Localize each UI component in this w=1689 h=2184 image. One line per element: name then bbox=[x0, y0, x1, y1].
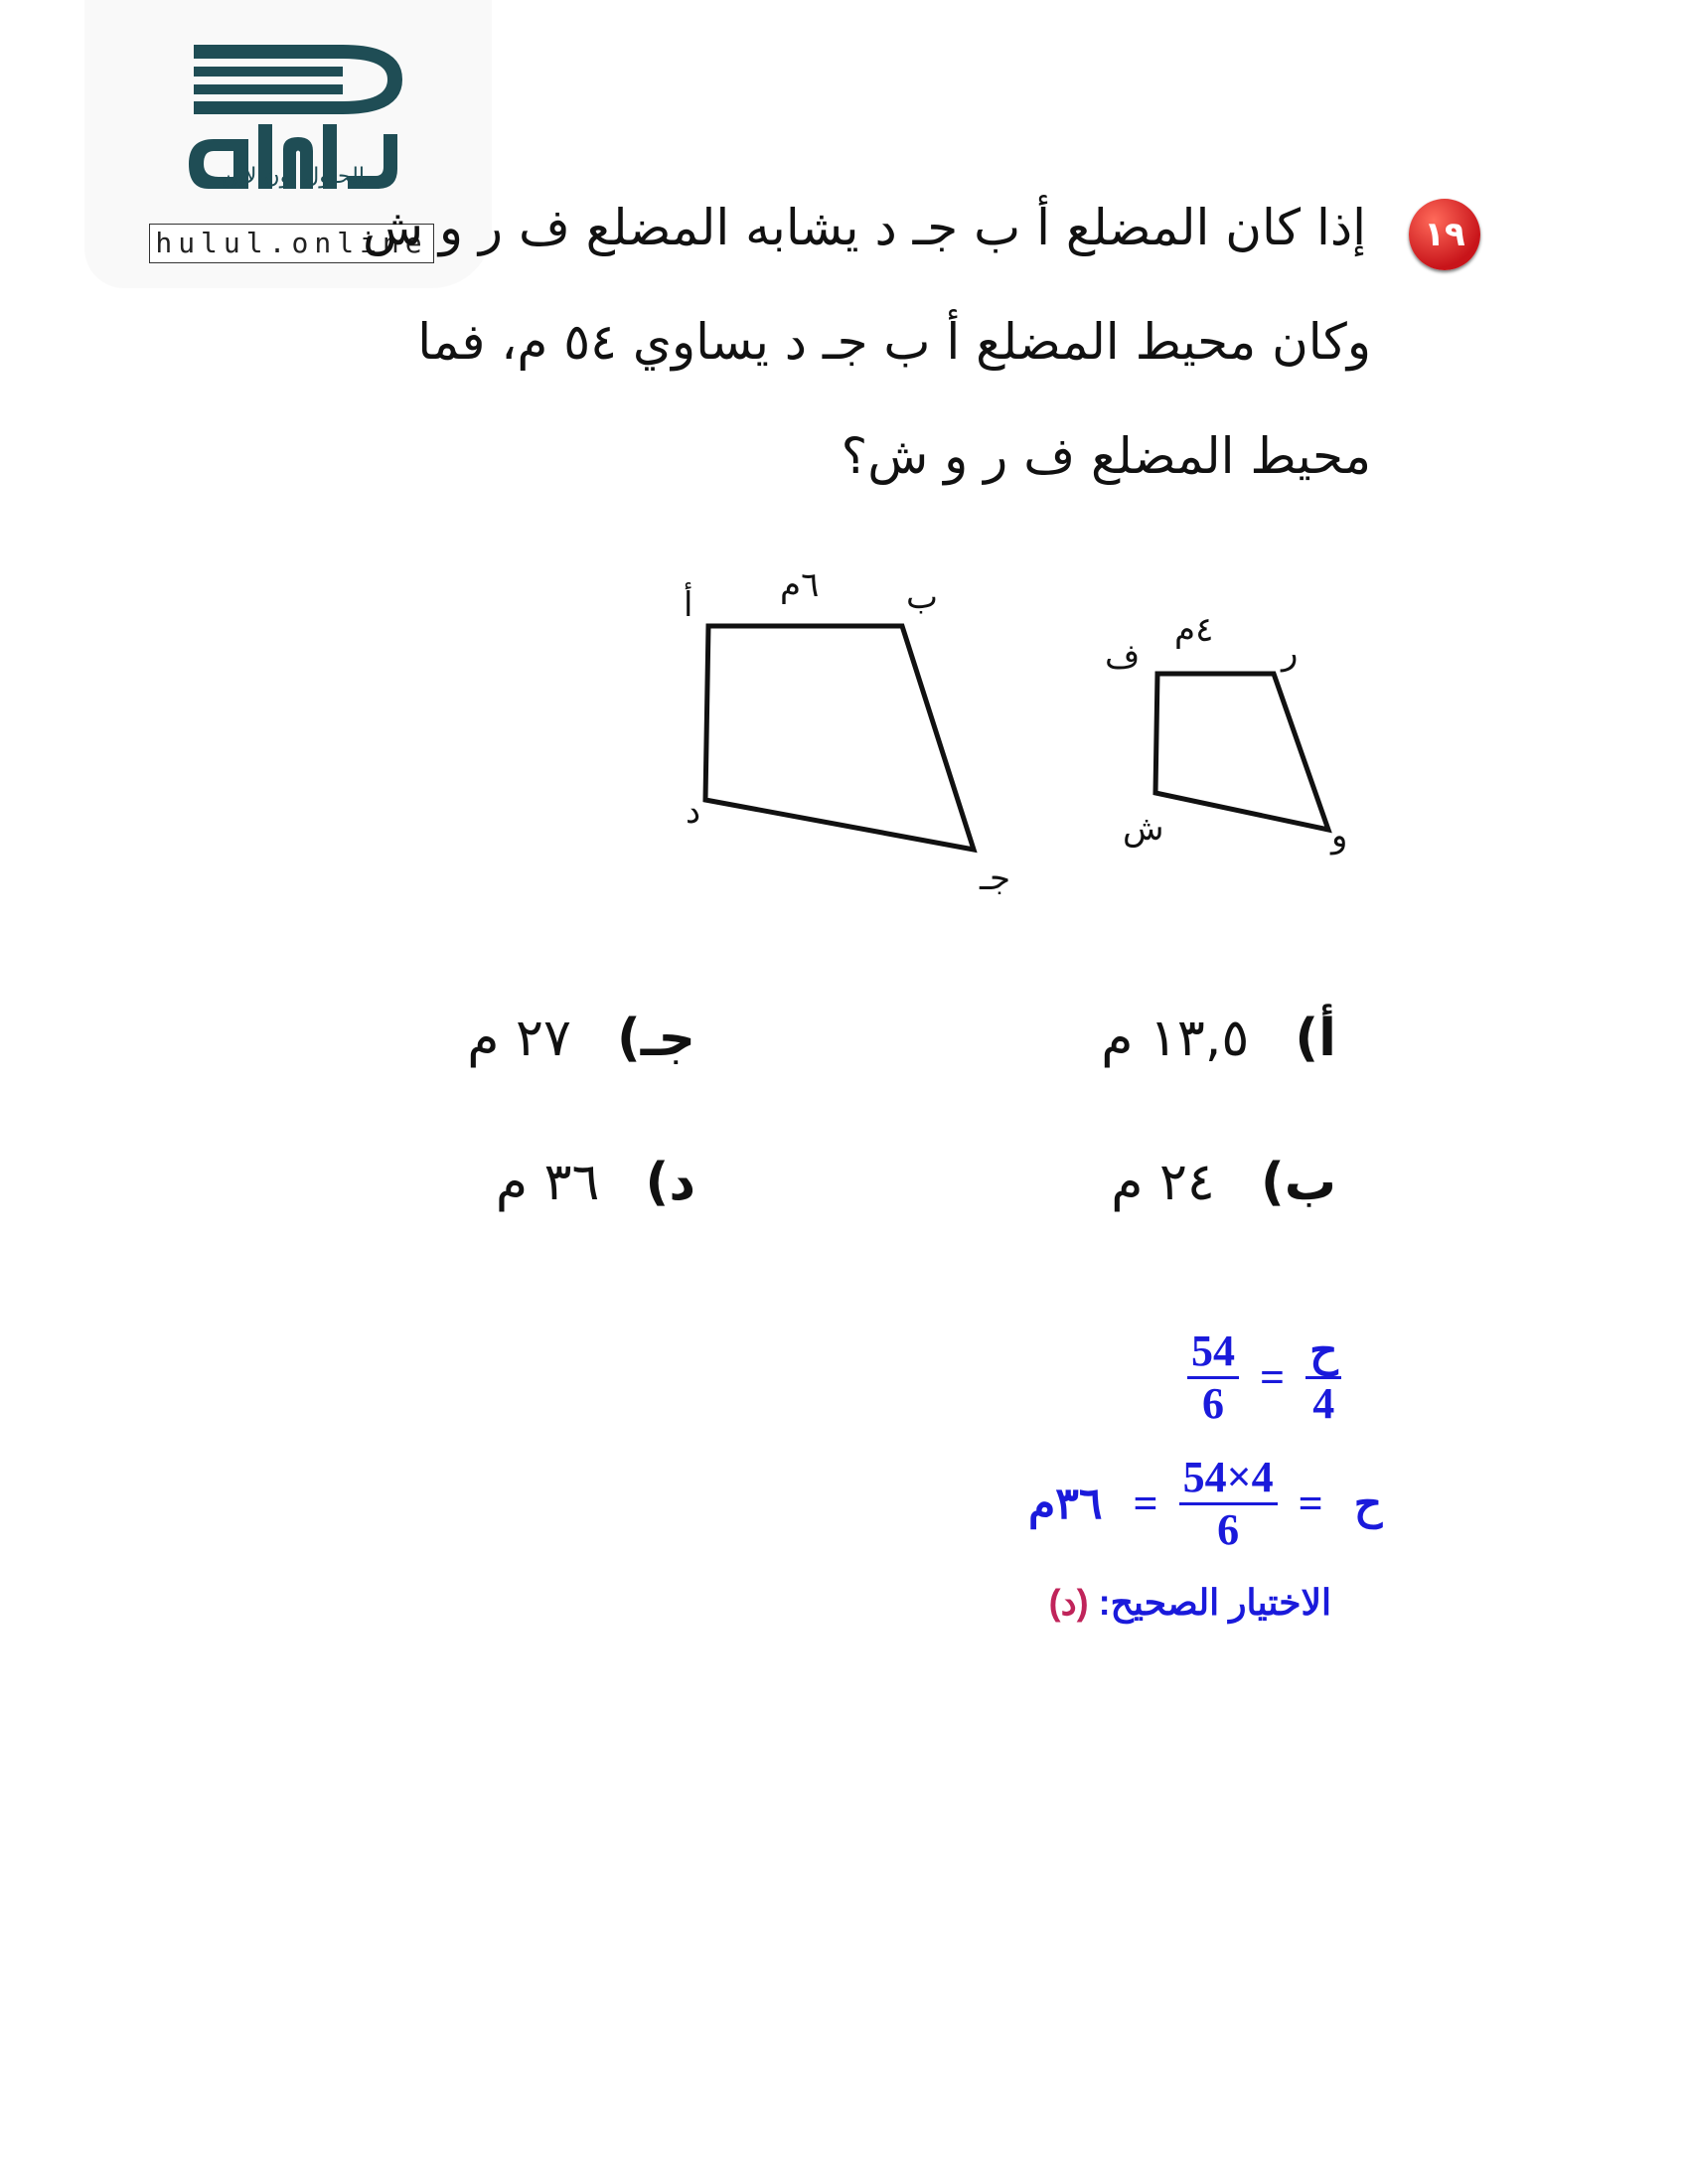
choice-c[interactable] bbox=[467, 1009, 695, 1068]
similar-polygons-figure bbox=[646, 556, 1401, 914]
question-line-3: محيط المضلع ف ر و ش؟ bbox=[841, 427, 1371, 485]
polygon-abcd bbox=[705, 626, 974, 850]
vertex-a-label: أ bbox=[684, 585, 693, 625]
correct-answer-label: الاختيار الصحيح: bbox=[1098, 1582, 1331, 1623]
correct-answer-line bbox=[1049, 1582, 1331, 1624]
vertex-b-label: ب bbox=[906, 577, 939, 617]
side-fr-length: ٤م bbox=[1174, 610, 1214, 650]
choice-d[interactable] bbox=[496, 1153, 695, 1212]
vertex-f-label: ف bbox=[1105, 637, 1141, 677]
fraction-54-over-6 bbox=[1187, 1326, 1239, 1429]
vertex-w-label: و bbox=[1331, 816, 1348, 856]
vertex-d-label: د bbox=[686, 792, 701, 832]
solution-computation bbox=[1018, 1453, 1392, 1555]
question-line-1: إذا كان المضلع أ ب جـ د يشابه المضلع ف ر و ش bbox=[362, 199, 1366, 256]
fraction-h-over-4 bbox=[1305, 1326, 1341, 1429]
choice-d-value: ٣٦ م bbox=[495, 1153, 600, 1212]
result-value: ٣٦م bbox=[1028, 1480, 1103, 1528]
choice-a-letter: أ) bbox=[1295, 1009, 1336, 1068]
logo-tagline: الحلول اون لاين bbox=[222, 164, 365, 189]
fraction-product-over-6 bbox=[1179, 1453, 1278, 1555]
choice-d-letter: د) bbox=[645, 1153, 695, 1212]
fraction-numerator: 54 bbox=[1187, 1326, 1239, 1379]
equals-sign: = bbox=[1260, 1353, 1286, 1402]
equals-sign: = bbox=[1133, 1480, 1158, 1528]
fraction-numerator: ح bbox=[1305, 1326, 1341, 1379]
vertex-r-label: ر bbox=[1282, 633, 1299, 673]
choice-c-value: ٢٧ م bbox=[467, 1009, 571, 1068]
choice-b-letter: ب) bbox=[1260, 1153, 1336, 1212]
choice-a[interactable] bbox=[1101, 1009, 1336, 1068]
correct-answer-value: (د) bbox=[1048, 1582, 1089, 1623]
fraction-numerator: 54×4 bbox=[1179, 1453, 1278, 1505]
vertex-s-label: ش bbox=[1123, 809, 1164, 849]
equals-sign: = bbox=[1298, 1480, 1323, 1528]
choice-b[interactable] bbox=[1111, 1153, 1336, 1212]
polygon-frws bbox=[1155, 674, 1328, 830]
choice-b-value: ٢٤ م bbox=[1111, 1153, 1215, 1212]
fraction-denominator: 4 bbox=[1312, 1379, 1335, 1428]
side-ab-length: ٦م bbox=[780, 565, 820, 605]
choice-a-value: ١٣,٥ م bbox=[1101, 1009, 1250, 1068]
question-line-2: وكان محيط المضلع أ ب جـ د يساوي ٥٤ م، فما bbox=[417, 313, 1371, 371]
vertex-c-label: جـ bbox=[980, 858, 1010, 898]
variable-h: ح bbox=[1353, 1480, 1383, 1528]
choice-c-letter: جـ) bbox=[616, 1009, 695, 1068]
fraction-denominator: 6 bbox=[1202, 1379, 1224, 1428]
fraction-denominator: 6 bbox=[1217, 1505, 1240, 1554]
question-number-badge: ١٩ bbox=[1409, 199, 1480, 270]
logo-url[interactable]: hulul.online bbox=[149, 224, 434, 263]
solution-proportion bbox=[1187, 1326, 1341, 1429]
